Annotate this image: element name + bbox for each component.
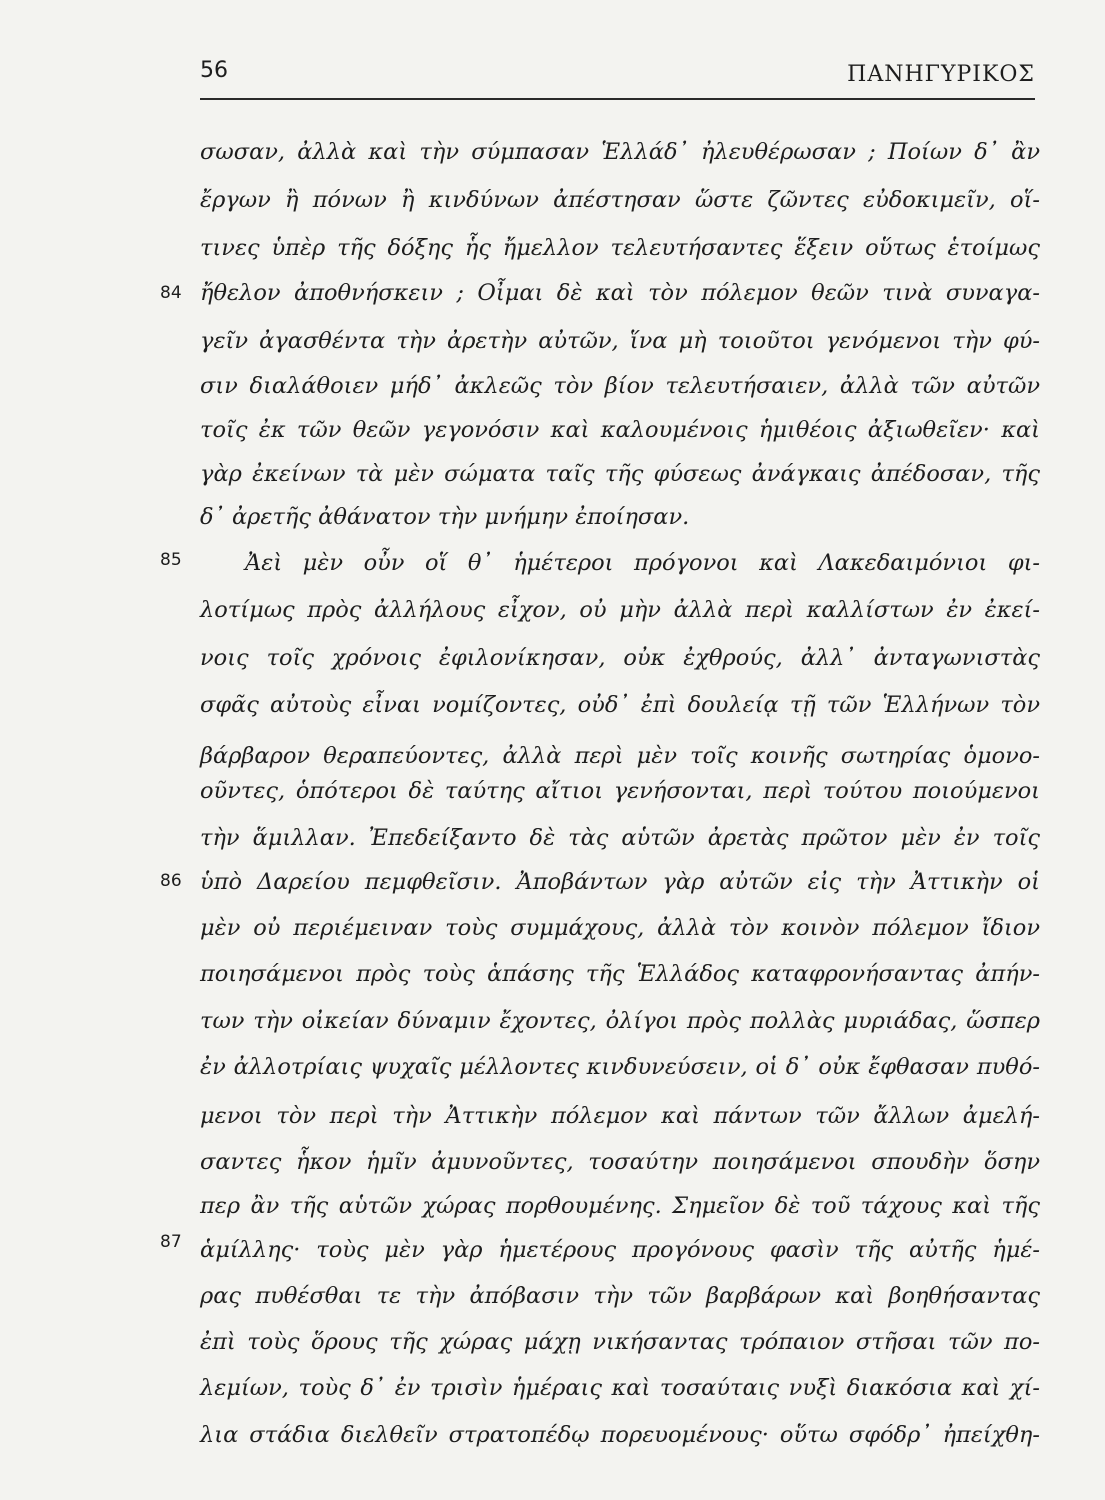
section-number-86: 86 <box>160 871 182 891</box>
section-number-84: 84 <box>160 283 182 303</box>
section-number-85: 85 <box>160 550 182 570</box>
text-line: λοτίμως πρὸς ἀλλήλους εἶχον, οὐ μὴν ἀλλὰ περὶ καλλίστων ἐν ἐκεί- <box>200 597 1040 623</box>
text-line: λεμίων, τοὺς δ᾽ ἐν τρισὶν ἡμέραις καὶ τοσαύταις νυξὶ διακόσια καὶ χί- <box>200 1375 1040 1401</box>
text-line: μὲν οὐ περιέμειναν τοὺς συμμάχους, ἀλλὰ τὸν κοινὸν πόλεμον ἴδιον <box>200 915 1040 941</box>
text-line: ρας πυθέσθαι τε τὴν ἀπόβασιν τὴν τῶν βαρβάρων καὶ βοηθήσαντας <box>200 1283 1040 1309</box>
text-line: ποιησάμενοι πρὸς τοὺς ἁπάσης τῆς Ἑλλάδος καταφρονήσαντας ἀπήν- <box>200 961 1040 987</box>
text-line: σιν διαλάθοιεν μήδ᾽ ἀκλεῶς τὸν βίον τελευτήσαιεν, ἀλλὰ τῶν αὐτῶν <box>200 373 1040 399</box>
text-line: περ ἂν τῆς αὑτῶν χώρας πορθουμένης. Σημεῖον δὲ τοῦ τάχους καὶ τῆς <box>200 1193 1040 1219</box>
text-line: τινες ὑπὲρ τῆς δόξης ἧς ἤμελλον τελευτήσαντες ἕξειν οὕτως ἑτοίμως <box>200 235 1040 261</box>
text-line-indented: Ἀεὶ μὲν οὖν οἵ θ᾽ ἡμέτεροι πρόγονοι καὶ Λακεδαιμόνιοι φι- <box>245 550 1040 576</box>
text-line: σφᾶς αὐτοὺς εἶναι νομίζοντες, οὐδ᾽ ἐπὶ δουλείᾳ τῇ τῶν Ἑλλήνων τὸν <box>200 692 1040 718</box>
running-title: ΠΑΝΗΓΥΡΙΚΟΣ <box>847 62 1035 87</box>
text-line: γεῖν ἀγασθέντα τὴν ἀρετὴν αὐτῶν, ἵνα μὴ τοιοῦτοι γενόμενοι τὴν φύ- <box>200 328 1040 354</box>
text-line: δ᾽ ἀρετῆς ἀθάνατον τὴν μνήμην ἐποίησαν. <box>200 504 690 530</box>
page-header <box>200 58 1035 100</box>
text-line: τοῖς ἐκ τῶν θεῶν γεγονόσιν καὶ καλουμένοις ἡμιθέοις ἀξιωθεῖεν· καὶ <box>200 417 1040 443</box>
page-number: 56 <box>200 58 228 83</box>
text-line: σωσαν, ἀλλὰ καὶ τὴν σύμπασαν Ἑλλάδ᾽ ἠλευθέρωσαν ; Ποίων δ᾽ ἂν <box>200 139 1040 165</box>
text-line: ἤθελον ἀποθνήσκειν ; Οἶμαι δὲ καὶ τὸν πόλεμον θεῶν τινὰ συναγα- <box>200 280 1040 306</box>
text-line: ἔργων ἢ πόνων ἢ κινδύνων ἀπέστησαν ὥστε ζῶντες εὐδοκιμεῖν, οἵ- <box>200 187 1040 213</box>
text-line: λια στάδια διελθεῖν στρατοπέδῳ πορευομένους· οὕτω σφόδρ᾽ ἠπείχθη- <box>200 1422 1040 1448</box>
text-line: των τὴν οἰκείαν δύναμιν ἔχοντες, ὀλίγοι πρὸς πολλὰς μυριάδας, ὥσπερ <box>200 1008 1040 1034</box>
section-number-87: 87 <box>160 1232 182 1252</box>
text-line: ὑπὸ Δαρείου πεμφθεῖσιν. Ἀποβάντων γὰρ αὐτῶν εἰς τὴν Ἀττικὴν οἱ <box>200 869 1040 895</box>
text-line: ἐν ἀλλοτρίαις ψυχαῖς μέλλοντες κινδυνεύσειν, οἱ δ᾽ οὐκ ἔφθασαν πυθό- <box>200 1054 1040 1080</box>
text-line: ἐπὶ τοὺς ὅρους τῆς χώρας μάχῃ νικήσαντας τρόπαιον στῆσαι τῶν πο- <box>200 1329 1040 1355</box>
text-line: βάρβαρον θεραπεύοντες, ἀλλὰ περὶ μὲν τοῖς κοινῆς σωτηρίας ὁμονο- <box>200 743 1040 769</box>
text-line: μενοι τὸν περὶ τὴν Ἀττικὴν πόλεμον καὶ πάντων τῶν ἄλλων ἀμελή- <box>200 1103 1040 1129</box>
text-line: τὴν ἅμιλλαν. Ἐπεδείξαντο δὲ τὰς αὑτῶν ἀρετὰς πρῶτον μὲν ἐν τοῖς <box>200 825 1040 851</box>
text-line: γὰρ ἐκείνων τὰ μὲν σώματα ταῖς τῆς φύσεως ἀνάγκαις ἀπέδοσαν, τῆς <box>200 461 1040 487</box>
text-line: νοις τοῖς χρόνοις ἐφιλονίκησαν, οὐκ ἐχθρούς, ἀλλ᾽ ἀνταγωνιστὰς <box>200 645 1040 671</box>
text-line: οῦντες, ὁπότεροι δὲ ταύτης αἴτιοι γενήσονται, περὶ τούτου ποιούμενοι <box>200 778 1040 804</box>
text-line: σαντες ἧκον ἡμῖν ἀμυνοῦντες, τοσαύτην ποιησάμενοι σπουδὴν ὅσην <box>200 1149 1040 1175</box>
text-line: ἁμίλλης· τοὺς μὲν γὰρ ἡμετέρους προγόνους φασὶν τῆς αὐτῆς ἡμέ- <box>200 1237 1040 1263</box>
